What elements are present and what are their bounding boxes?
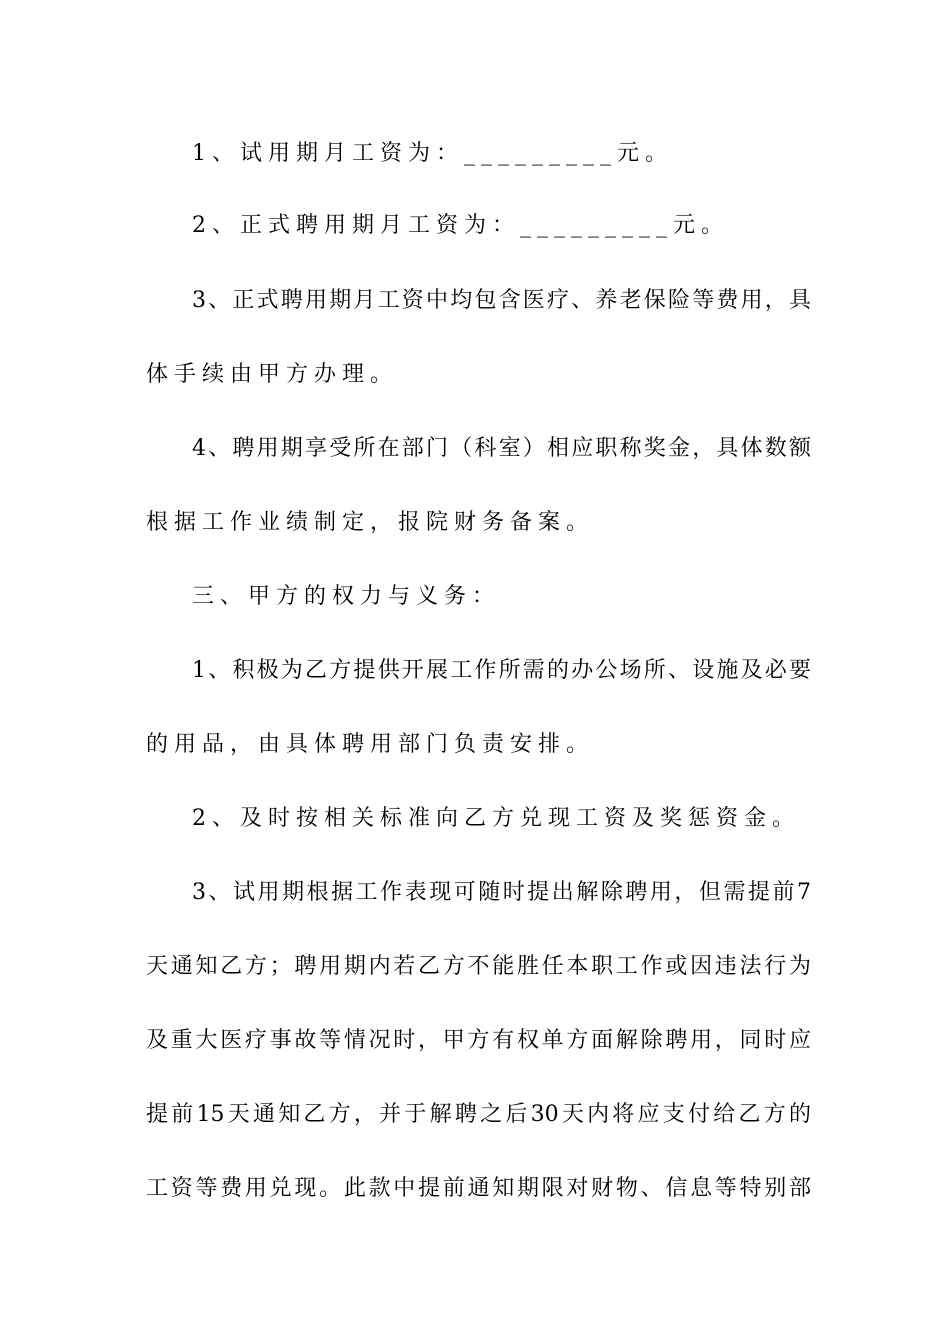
paragraph-salary-formal: 2、正式聘用期月工资为：_________元。 [192,213,729,238]
paragraph-salary-probation: 1、试用期月工资为：_________元。 [192,141,673,166]
paragraph-office-line-2: 的用品，由具体聘用部门负责安排。 [146,732,595,757]
paragraph-office-line-1: 1、积极为乙方提供开展工作所需的办公场所、设施及必要 [192,658,811,683]
paragraph-bonus-line-1: 4、聘用期享受所在部门（科室）相应职称奖金，具体数额 [192,436,811,461]
paragraph-termination-line-2: 天通知乙方；聘用期内若乙方不能胜任本职工作或因违法行为 [146,954,811,979]
paragraph-payment: 2、及时按相关标准向乙方兑现工资及奖惩资金。 [192,806,800,831]
paragraph-insurance-line-2: 体手续由甲方办理。 [146,362,399,387]
paragraph-bonus-line-2: 根据工作业绩制定，报院财务备案。 [146,510,595,535]
paragraph-termination-line-4: 提前15天通知乙方，并于解聘之后30天内将应支付给乙方的 [146,1102,811,1127]
paragraph-termination-line-5: 工资等费用兑现。此款中提前通知期限对财物、信息等特别部 [146,1176,811,1201]
paragraph-insurance-line-1: 3、正式聘用期月工资中均包含医疗、养老保险等费用，具 [192,288,811,313]
paragraph-termination-line-1: 3、试用期根据工作表现可随时提出解除聘用，但需提前7 [192,880,811,905]
paragraph-termination-line-3: 及重大医疗事故等情况时，甲方有权单方面解除聘用，同时应 [146,1028,811,1053]
section-heading-party-a: 三、甲方的权力与义务： [192,584,501,609]
